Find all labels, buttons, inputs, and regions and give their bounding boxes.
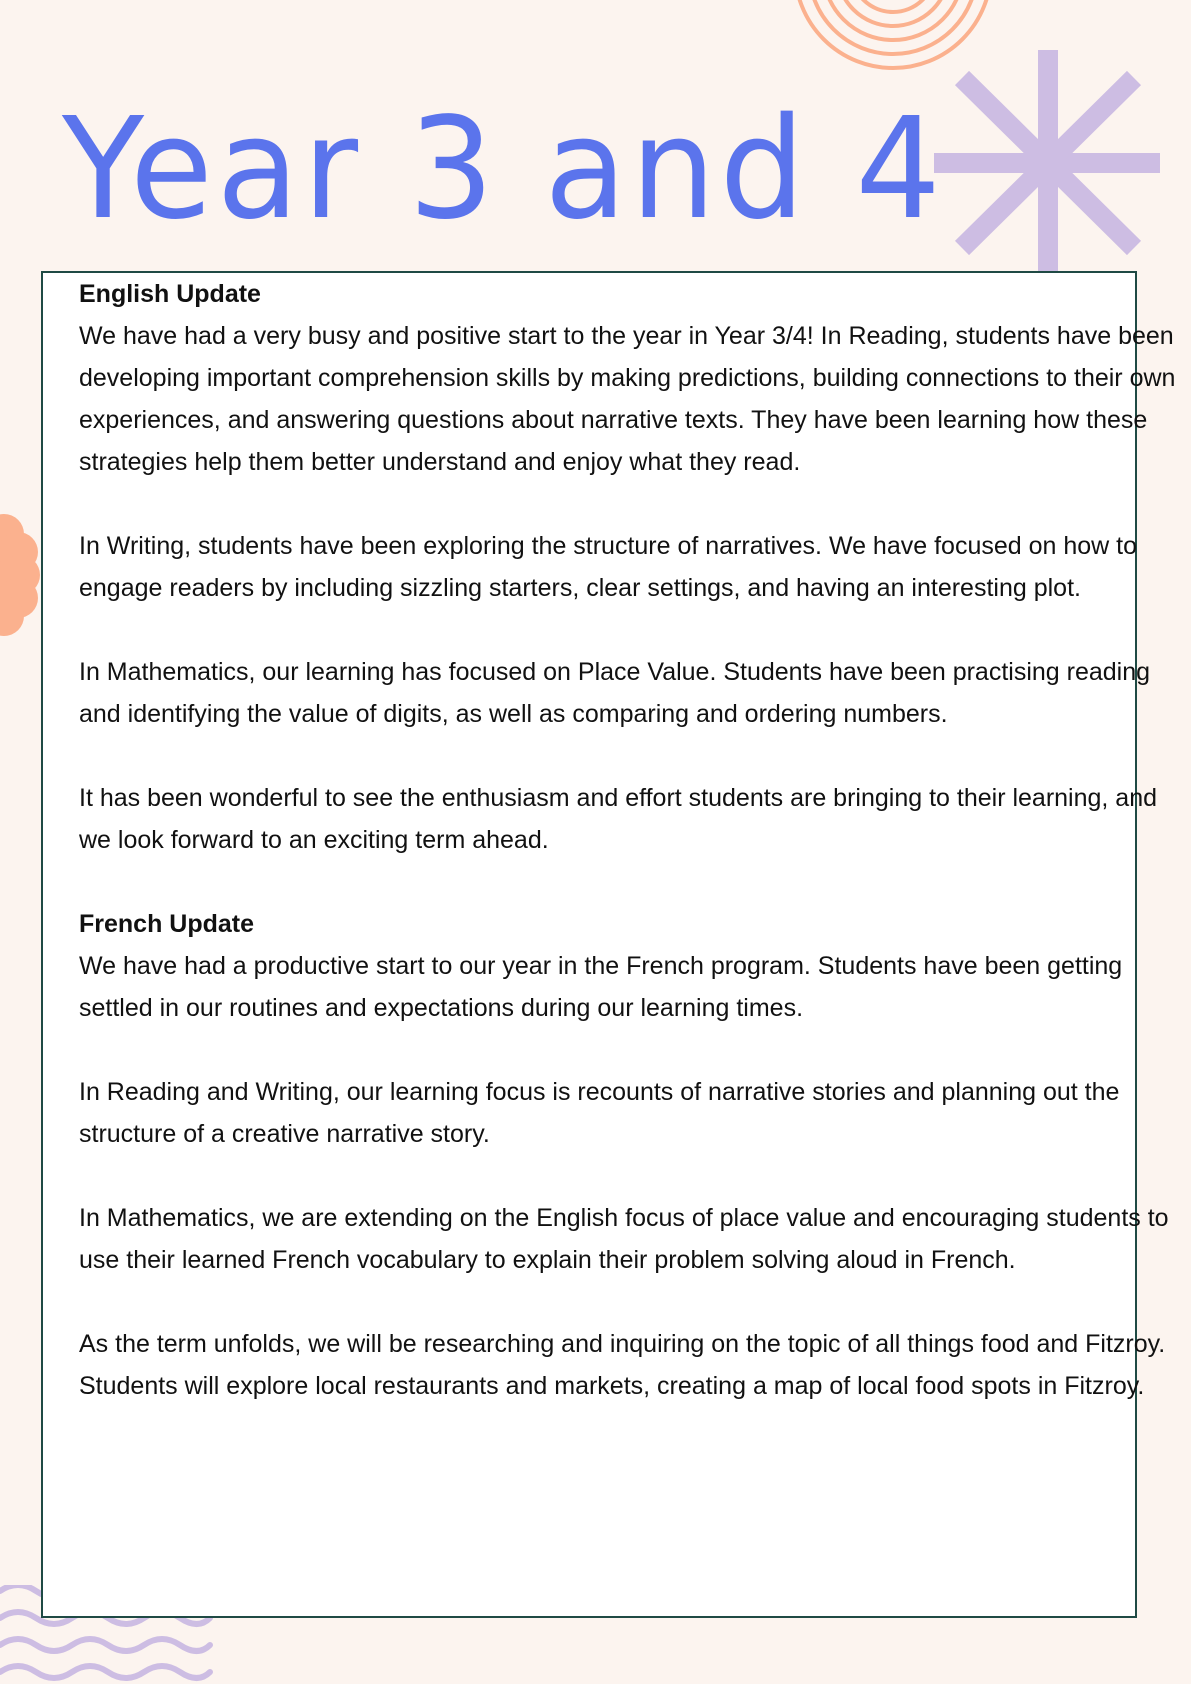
asterisk-icon bbox=[930, 48, 1160, 274]
page-title: Year 3 and 4 bbox=[62, 88, 945, 251]
english-paragraph: In Mathematics, our learning has focused on Place Value. Students have been practising reading and identifying the value of digits, as well as comparing and ordering numbers. bbox=[79, 658, 1151, 728]
french-paragraph: We have had a productive start to our year in the French program. Students have been getting settled in our routines and expectations during our learning times. bbox=[79, 952, 1123, 1022]
french-paragraph: As the term unfolds, we will be researching and inquiring on the topic of all things food and Fitzroy. Students will explore local restaurants and markets, creating a map of local food spots in Fitzroy. bbox=[79, 1330, 1166, 1400]
french-paragraph: In Mathematics, we are extending on the English focus of place value and encouraging students to use their learned French vocabulary to explain their problem solving aloud in French. bbox=[79, 1204, 1169, 1274]
scallop-flower-icon bbox=[0, 512, 40, 638]
english-paragraph: We have had a very busy and positive start to the year in Year 3/4! In Reading, students have been developing important comprehension skills by making predictions, building connections to their own experiences, and answering questions about narrative texts. They have been learning how these strategies help them better understand and enjoy what they read. bbox=[79, 322, 1176, 476]
english-heading: English Update bbox=[79, 280, 261, 308]
french-heading: French Update bbox=[79, 910, 255, 938]
english-paragraph: It has been wonderful to see the enthusiasm and effort students are bringing to their learning, and we look forward to an exciting term ahead. bbox=[79, 784, 1158, 854]
newsletter-text bbox=[79, 273, 1179, 1449]
french-paragraph: In Reading and Writing, our learning focus is recounts of narrative stories and planning out the structure of a creative narrative story. bbox=[79, 1078, 1120, 1148]
content-box bbox=[41, 271, 1176, 1618]
english-paragraph: In Writing, students have been exploring the structure of narratives. We have focused on how to engage readers by including sizzling starters, clear settings, and having an interesting plot. bbox=[79, 532, 1138, 602]
